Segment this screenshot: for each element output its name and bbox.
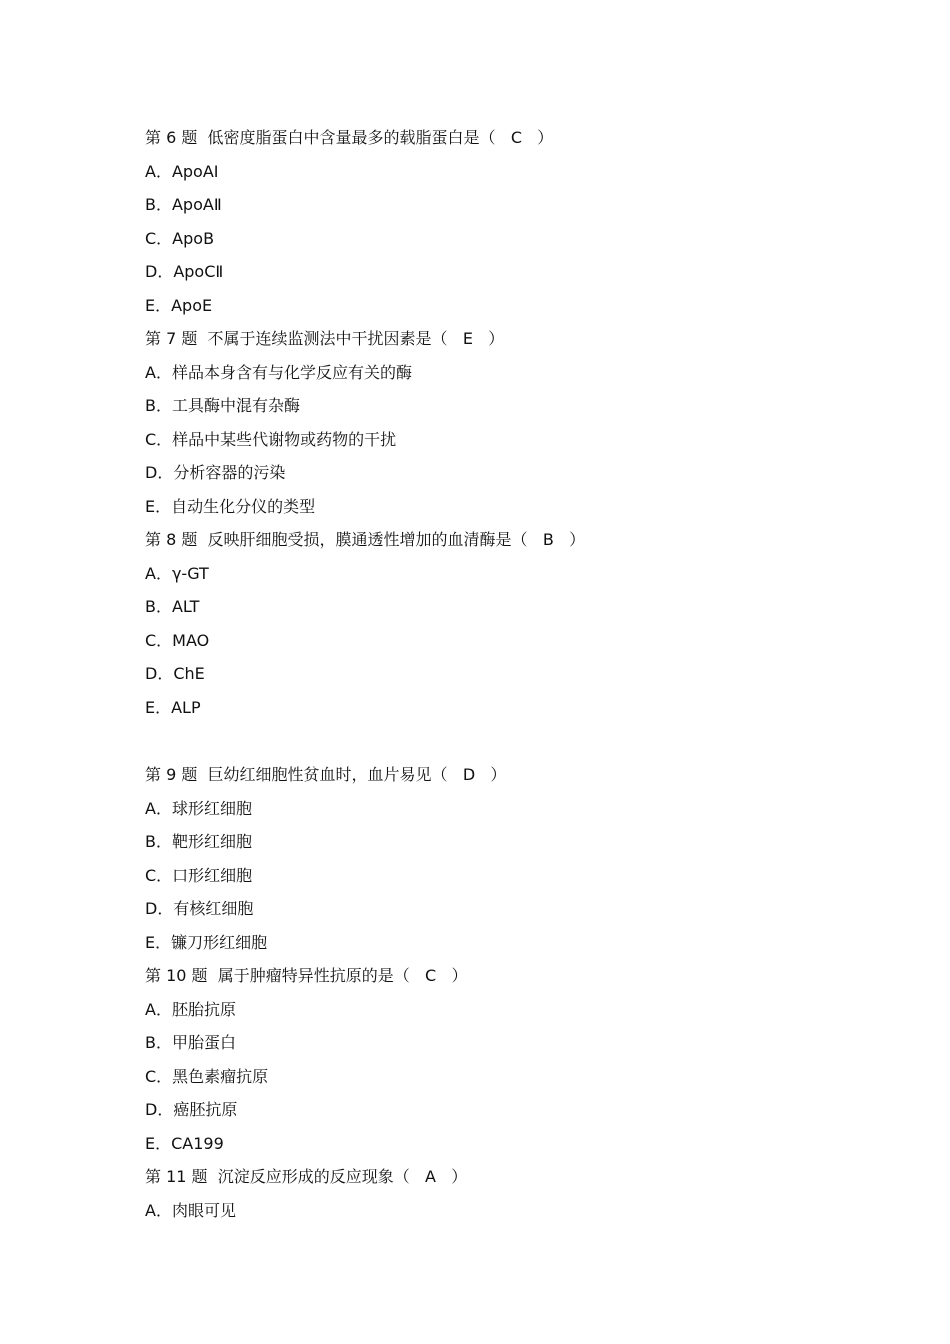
question-number: 第 7 题 — [145, 329, 198, 348]
close-paren: ） — [488, 329, 505, 348]
answer-letter: C — [510, 128, 522, 147]
option-c: C．MAO — [145, 631, 210, 650]
option-e: E．镰刀形红细胞 — [145, 933, 268, 952]
option-b: B．ALT — [145, 597, 200, 616]
option-c: C．口形红细胞 — [145, 866, 253, 885]
option-e: E．自动生化分仪的类型 — [145, 497, 316, 516]
question-number: 第 8 题 — [145, 530, 198, 549]
question-6-stem — [145, 128, 553, 148]
answer-letter: C — [425, 966, 437, 985]
option-a: A．肉眼可见 — [145, 1201, 236, 1220]
option-a: A．胚胎抗原 — [145, 1000, 236, 1019]
question-number: 第 11 题 — [145, 1167, 208, 1186]
answer-letter: D — [462, 765, 476, 784]
close-paren: ） — [451, 966, 468, 985]
answer-letter: A — [425, 1167, 436, 1186]
option-b: B．工具酶中混有杂酶 — [145, 396, 300, 415]
option-a: A．样品本身含有与化学反应有关的酶 — [145, 363, 412, 382]
question-text: 低密度脂蛋白中含量最多的载脂蛋白是（ — [207, 128, 496, 147]
option-b: B．ApoAⅡ — [145, 195, 222, 214]
option-a: A．球形红细胞 — [145, 799, 252, 818]
question-text: 反映肝细胞受损，膜通透性增加的血清酶是（ — [207, 530, 528, 549]
question-number: 第 10 题 — [145, 966, 208, 985]
question-10-stem — [145, 966, 467, 986]
close-paren: ） — [537, 128, 554, 147]
question-text: 巨幼红细胞性贫血时，血片易见（ — [207, 765, 448, 784]
option-d: D．癌胚抗原 — [145, 1100, 238, 1119]
question-text: 不属于连续监测法中干扰因素是（ — [207, 329, 448, 348]
option-b: B．靶形红细胞 — [145, 832, 252, 851]
question-number: 第 9 题 — [145, 765, 198, 784]
option-a: A．γ-GT — [145, 564, 209, 583]
question-7-stem — [145, 329, 504, 349]
option-d: D．分析容器的污染 — [145, 463, 286, 482]
option-c: C．黑色素瘤抗原 — [145, 1067, 269, 1086]
option-d: D．有核红细胞 — [145, 899, 254, 918]
answer-letter: E — [462, 329, 473, 348]
question-text: 属于肿瘤特异性抗原的是（ — [217, 966, 410, 985]
option-a: A．ApoAⅠ — [145, 162, 219, 181]
question-text: 沉淀反应形成的反应现象（ — [217, 1167, 410, 1186]
option-d: D．ChE — [145, 664, 205, 683]
option-c: C．ApoB — [145, 229, 215, 248]
close-paren: ） — [451, 1167, 468, 1186]
question-8-stem — [145, 530, 585, 550]
option-e: E．CA199 — [145, 1134, 224, 1153]
option-d: D．ApoCⅡ — [145, 262, 224, 281]
question-number: 第 6 题 — [145, 128, 198, 147]
answer-letter: B — [542, 530, 554, 549]
question-9-stem — [145, 765, 506, 785]
option-b: B．甲胎蛋白 — [145, 1033, 236, 1052]
option-e: E．ALP — [145, 698, 201, 717]
question-11-stem — [145, 1167, 467, 1187]
option-e: E．ApoE — [145, 296, 213, 315]
close-paren: ） — [490, 765, 507, 784]
option-c: C．样品中某些代谢物或药物的干扰 — [145, 430, 397, 449]
close-paren: ） — [569, 530, 586, 549]
